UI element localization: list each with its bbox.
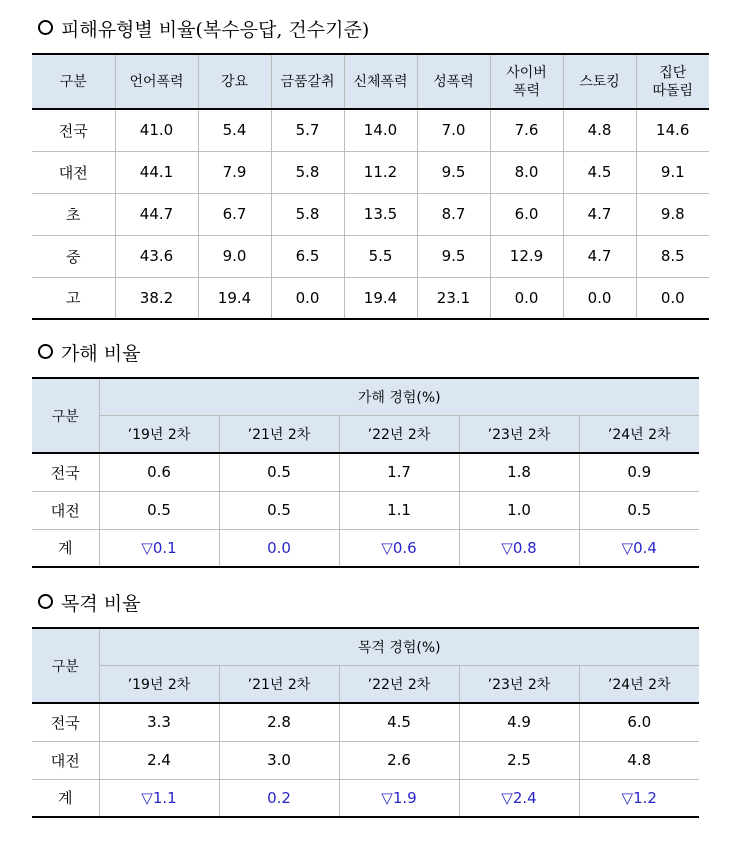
- table-cell: 38.2: [115, 277, 198, 319]
- header-cell: 신체폭력: [344, 54, 417, 109]
- diff-cell: ▽1.1: [99, 779, 219, 817]
- group-header-cell: 목격 경험(%): [99, 628, 699, 665]
- table-cell: 1.1: [339, 491, 459, 529]
- table-cell: 6.5: [271, 235, 344, 277]
- table-subheader-row: [32, 415, 699, 453]
- table-cell: 0.9: [579, 453, 699, 491]
- table-cell: 1.8: [459, 453, 579, 491]
- row-label: 대전: [32, 491, 99, 529]
- row-label: 대전: [32, 151, 115, 193]
- table-cell: 4.9: [459, 703, 579, 741]
- row-label: 고: [32, 277, 115, 319]
- table-cell: 6.0: [579, 703, 699, 741]
- table-row: [32, 109, 709, 151]
- diff-cell: 0.0: [219, 529, 339, 567]
- offender-rate-table: [32, 377, 699, 568]
- table-cell: 8.0: [490, 151, 563, 193]
- header-cell: 집단 따돌림: [636, 54, 709, 109]
- section-title-text: 목격 비율: [61, 593, 141, 615]
- witness-rate-table: [32, 627, 699, 818]
- diff-cell: 0.2: [219, 779, 339, 817]
- row-header-cell: 구분: [32, 378, 99, 453]
- table-cell: 4.7: [563, 193, 636, 235]
- table-cell: 19.4: [344, 277, 417, 319]
- table-row: [32, 453, 699, 491]
- header-cell: 언어폭력: [115, 54, 198, 109]
- table-cell: 9.5: [417, 235, 490, 277]
- table-cell: 4.8: [563, 109, 636, 151]
- table-cell: 43.6: [115, 235, 198, 277]
- row-label: 대전: [32, 741, 99, 779]
- header-cell: ’19년 2차: [99, 665, 219, 703]
- header-cell: ’21년 2차: [219, 415, 339, 453]
- table-row: [32, 151, 709, 193]
- section-title-offender: [38, 342, 140, 366]
- table-cell: 7.0: [417, 109, 490, 151]
- table-cell: 5.5: [344, 235, 417, 277]
- table-cell: 9.5: [417, 151, 490, 193]
- header-cell: 스토킹: [563, 54, 636, 109]
- row-label: 초: [32, 193, 115, 235]
- section-title-victim: [38, 18, 369, 42]
- table-cell: 0.0: [271, 277, 344, 319]
- header-cell: ’22년 2차: [339, 665, 459, 703]
- table-cell: 7.6: [490, 109, 563, 151]
- table-cell: 0.5: [219, 491, 339, 529]
- table-cell: 13.5: [344, 193, 417, 235]
- table-cell: 3.0: [219, 741, 339, 779]
- table-header-row: [32, 54, 709, 109]
- header-cell: ’23년 2차: [459, 415, 579, 453]
- table-cell: 4.8: [579, 741, 699, 779]
- row-label: 계: [32, 529, 99, 567]
- table-cell: 4.7: [563, 235, 636, 277]
- table-subheader-row: [32, 665, 699, 703]
- table-row: [32, 741, 699, 779]
- table-cell: 2.5: [459, 741, 579, 779]
- header-cell: 성폭력: [417, 54, 490, 109]
- table-cell: 4.5: [339, 703, 459, 741]
- table-cell: 5.4: [198, 109, 271, 151]
- circle-bullet-icon: [38, 344, 53, 359]
- table-cell: 3.3: [99, 703, 219, 741]
- table-row: [32, 491, 699, 529]
- section-title-witness: [38, 592, 140, 616]
- table-cell: 9.8: [636, 193, 709, 235]
- row-label: 계: [32, 779, 99, 817]
- table-cell: 0.6: [99, 453, 219, 491]
- header-cell: ’23년 2차: [459, 665, 579, 703]
- section-title-text: 피해유형별 비율(복수응답, 건수기준): [61, 19, 370, 41]
- row-header-cell: 구분: [32, 628, 99, 703]
- table-cell: 6.7: [198, 193, 271, 235]
- table-cell: 4.5: [563, 151, 636, 193]
- diff-cell: ▽1.2: [579, 779, 699, 817]
- table-cell: 14.0: [344, 109, 417, 151]
- table-cell: 12.9: [490, 235, 563, 277]
- table-cell: 0.5: [579, 491, 699, 529]
- header-cell: 사이버 폭력: [490, 54, 563, 109]
- header-cell: 금품갈취: [271, 54, 344, 109]
- row-label: 중: [32, 235, 115, 277]
- header-cell: ’22년 2차: [339, 415, 459, 453]
- table-cell: 11.2: [344, 151, 417, 193]
- table-cell: 7.9: [198, 151, 271, 193]
- diff-cell: ▽0.4: [579, 529, 699, 567]
- table-cell: 41.0: [115, 109, 198, 151]
- table-row: [32, 529, 699, 567]
- table-cell: 0.0: [490, 277, 563, 319]
- table-cell: 2.4: [99, 741, 219, 779]
- table-cell: 1.7: [339, 453, 459, 491]
- table-cell: 2.6: [339, 741, 459, 779]
- header-cell: ’21년 2차: [219, 665, 339, 703]
- table-header-row: [32, 628, 699, 665]
- diff-cell: ▽0.8: [459, 529, 579, 567]
- row-label: 전국: [32, 109, 115, 151]
- table-cell: 9.1: [636, 151, 709, 193]
- header-cell: 구분: [32, 54, 115, 109]
- section-title-text: 가해 비율: [61, 343, 141, 365]
- table-cell: 44.1: [115, 151, 198, 193]
- table-row: [32, 193, 709, 235]
- table-cell: 1.0: [459, 491, 579, 529]
- table-cell: 0.0: [636, 277, 709, 319]
- diff-cell: ▽0.1: [99, 529, 219, 567]
- diff-cell: ▽1.9: [339, 779, 459, 817]
- header-cell: ’24년 2차: [579, 415, 699, 453]
- diff-cell: ▽2.4: [459, 779, 579, 817]
- header-cell: ’24년 2차: [579, 665, 699, 703]
- diff-cell: ▽0.6: [339, 529, 459, 567]
- table-cell: 14.6: [636, 109, 709, 151]
- circle-bullet-icon: [38, 20, 53, 35]
- table-cell: 6.0: [490, 193, 563, 235]
- table-row: [32, 277, 709, 319]
- victim-type-table: [32, 53, 709, 320]
- table-cell: 0.5: [219, 453, 339, 491]
- table-cell: 0.5: [99, 491, 219, 529]
- table-row: [32, 703, 699, 741]
- row-label: 전국: [32, 453, 99, 491]
- table-cell: 8.7: [417, 193, 490, 235]
- table-cell: 23.1: [417, 277, 490, 319]
- header-cell: ’19년 2차: [99, 415, 219, 453]
- table-cell: 8.5: [636, 235, 709, 277]
- table-cell: 9.0: [198, 235, 271, 277]
- table-cell: 19.4: [198, 277, 271, 319]
- table-row: [32, 779, 699, 817]
- header-cell: 강요: [198, 54, 271, 109]
- table-cell: 5.8: [271, 151, 344, 193]
- table-cell: 5.7: [271, 109, 344, 151]
- row-label: 전국: [32, 703, 99, 741]
- table-cell: 44.7: [115, 193, 198, 235]
- group-header-cell: 가해 경험(%): [99, 378, 699, 415]
- circle-bullet-icon: [38, 594, 53, 609]
- table-row: [32, 235, 709, 277]
- table-header-row: [32, 378, 699, 415]
- table-cell: 5.8: [271, 193, 344, 235]
- table-cell: 2.8: [219, 703, 339, 741]
- table-cell: 0.0: [563, 277, 636, 319]
